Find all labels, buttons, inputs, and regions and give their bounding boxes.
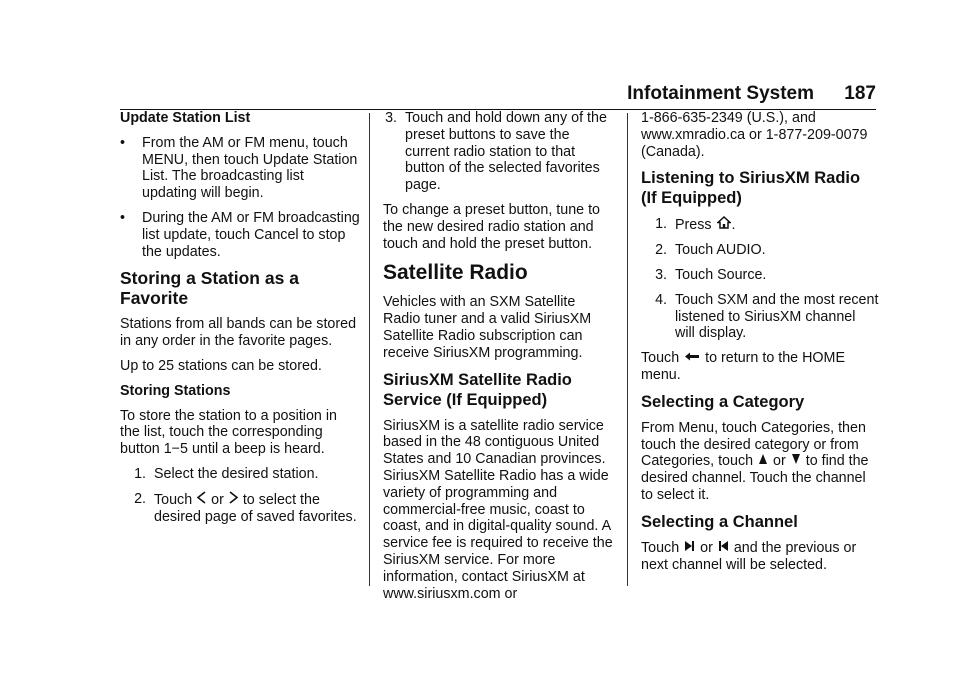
step-number: 3. — [385, 110, 397, 126]
text-part: Touch — [641, 350, 680, 367]
text-part: From Menu, touch Categories, then touch the desired category or from Categories, touch — [641, 419, 866, 470]
step-text-part: to select the desired page of saved favorites. — [154, 491, 357, 525]
list-item — [641, 242, 879, 259]
heading-listening-siriusxm: Listening to SiriusXM Radio (If Equipped) — [641, 169, 861, 208]
heading-selecting-channel: Selecting a Channel — [641, 512, 798, 531]
bullet-marker: • — [120, 209, 126, 226]
back-icon — [684, 351, 700, 362]
paragraph — [641, 420, 879, 504]
text-part: to find the desired channel. Touch the channel to select it. — [641, 453, 869, 503]
text-part: or — [773, 453, 786, 470]
list-item — [120, 466, 360, 483]
step-number: 2. — [655, 242, 667, 259]
text-part: to return to the HOME menu. — [641, 350, 845, 383]
list-item — [120, 135, 360, 202]
paragraph: Vehicles with an SXM Satellite Radio tuner and a valid SiriusXM Satellite Radio subscription can receive SiriusXM programming. — [383, 294, 592, 361]
heading-selecting-category: Selecting a Category — [641, 392, 805, 411]
column-divider-2 — [627, 113, 628, 586]
column-1 — [120, 110, 360, 533]
paragraph: Stations from all bands can be stored in any order in the favorite pages. — [120, 316, 357, 350]
paragraph — [641, 540, 879, 574]
page-number: 187 — [844, 83, 876, 104]
column-2 — [383, 110, 615, 610]
heading-satellite-radio: Satellite Radio — [383, 261, 528, 285]
list-item-text: During the AM or FM broadcasting list update, touch Cancel to stop the updates. — [142, 209, 360, 260]
step-text — [675, 216, 736, 234]
step-number: 4. — [655, 291, 667, 308]
paragraph: To change a preset button, tune to the new desired radio station and touch and hold the preset button. — [383, 201, 600, 252]
heading-siriusxm-service: SiriusXM Satellite Radio Service (If Equipped) — [383, 370, 572, 409]
bullet-marker: • — [120, 134, 126, 151]
step-text-part: Touch — [154, 491, 193, 508]
step-text-part: or — [211, 491, 224, 508]
column-divider-1 — [369, 113, 370, 586]
step-text: Touch and hold down any of the preset buttons to save the current radio station to that button of the selected favorites page. — [405, 110, 607, 194]
step-text-part: Press — [675, 217, 712, 234]
step-text — [154, 491, 360, 526]
step-number: 2. — [134, 490, 146, 507]
paragraph: 1-866-635-2349 (U.S.), and www.xmradio.ca or 1-877-209-0079 (Canada). — [641, 110, 868, 160]
step-number: 1. — [134, 465, 146, 482]
left-arrow-icon — [197, 491, 206, 504]
step-number: 3. — [655, 266, 667, 283]
step-text: Select the desired station. — [154, 465, 319, 482]
list-item — [120, 210, 360, 260]
step-text: Touch AUDIO. — [675, 242, 766, 259]
step-text: Touch SXM and the most recent listened to SiriusXM channel will display. — [675, 291, 879, 342]
list-item — [641, 267, 879, 284]
list-item-text: From the AM or FM menu, touch MENU, then touch Update Station List. The broadcasting list updating will begin. — [142, 134, 358, 202]
seek-prev-icon — [718, 540, 729, 552]
heading-storing-favorite: Storing a Station as a Favorite — [120, 268, 299, 309]
text-part: or — [700, 539, 713, 556]
subheading-update-station-list: Update Station List — [120, 110, 251, 126]
paragraph — [641, 350, 879, 384]
step-number: 1. — [655, 216, 667, 233]
step-text: Touch Source. — [675, 266, 767, 283]
list-item — [120, 491, 360, 526]
down-arrow-icon — [791, 453, 801, 465]
section-title: Infotainment System — [627, 83, 814, 104]
page-header — [120, 80, 876, 108]
home-icon — [717, 216, 731, 229]
list-item — [383, 110, 615, 194]
list-item — [641, 292, 879, 342]
subheading-storing-stations: Storing Stations — [120, 382, 231, 399]
list-item — [641, 216, 879, 234]
up-arrow-icon — [758, 453, 768, 465]
column-3 — [641, 110, 879, 581]
text-part: Touch — [641, 539, 680, 556]
paragraph: Up to 25 stations can be stored. — [120, 357, 322, 374]
paragraph: SiriusXM is a satellite radio service based in the 48 contiguous United States and 10 Canadian provinces. SiriusXM Satellite Radio has a wide variety of programming and commercial-free music, coast to coast, and in digital-quality sound. A service fee is required to receive the SiriusXM service. For more information, contact SiriusXM at www.siriusxm.com or — [383, 417, 613, 602]
step-text-part: . — [731, 217, 736, 234]
right-arrow-icon — [229, 491, 238, 504]
text-part: and the previous or next channel will be selected. — [641, 539, 857, 573]
seek-next-icon — [684, 540, 695, 552]
paragraph: To store the station to a position in the list, touch the corresponding button 1−5 until a beep is heard. — [120, 407, 337, 458]
